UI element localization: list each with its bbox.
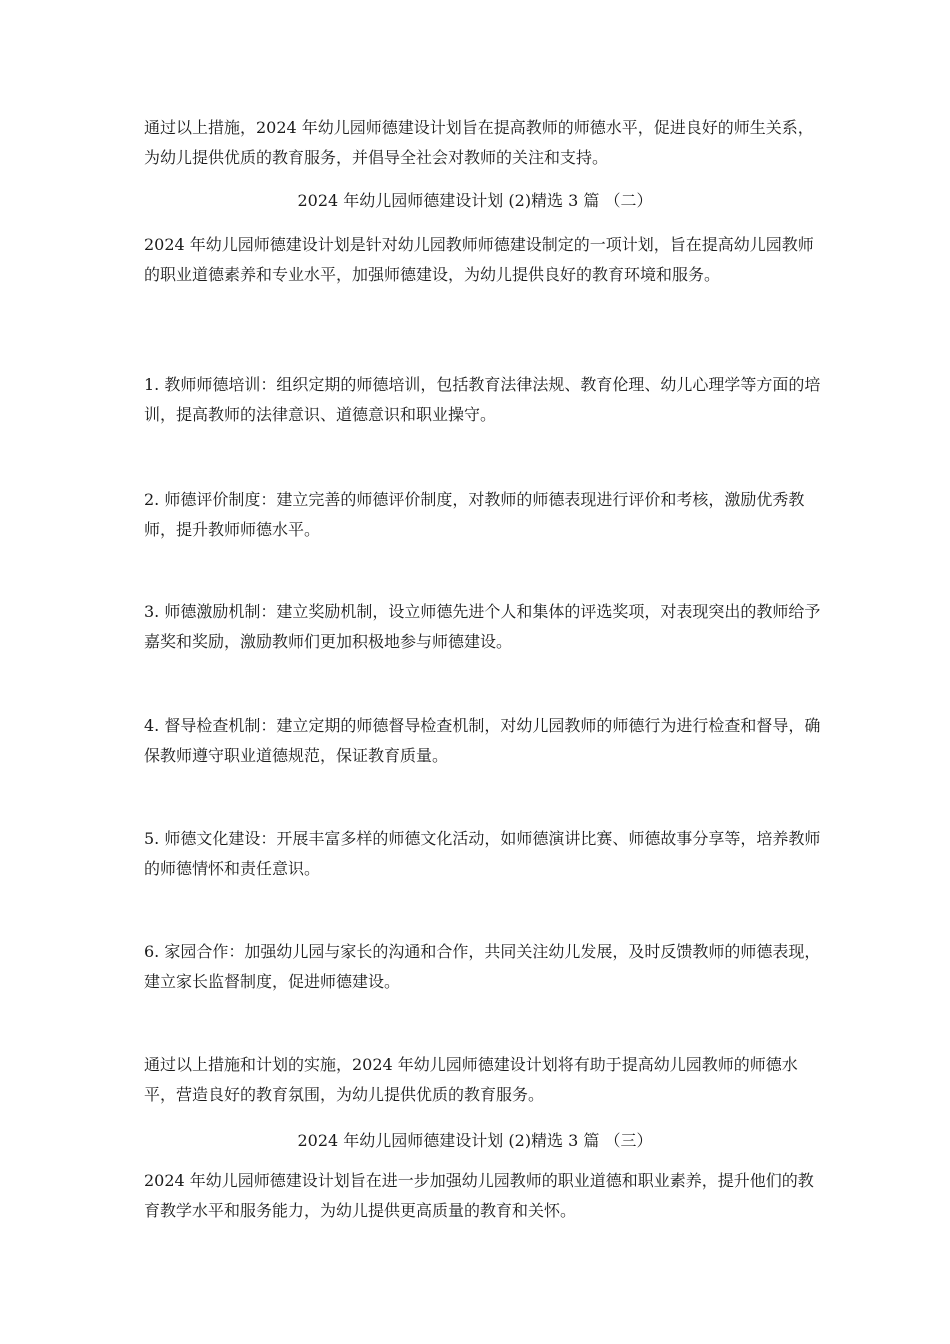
list-item: 4. 督导检查机制：建立定期的师德督导检查机制，对幼儿园教师的师德行为进行检查和督导，确保教师遵守职业道德规范，保证教育质量。 bbox=[144, 716, 821, 765]
list-item: 6. 家园合作：加强幼儿园与家长的沟通和合作，共同关注幼儿发展，及时反馈教师的师德表现，建立家长监督制度，促进师德建设。 bbox=[144, 942, 821, 991]
section-heading-3: 2024 年幼儿园师德建设计划 (2)精选 3 篇 （三） bbox=[297, 1131, 653, 1150]
list-item: 2. 师德评价制度：建立完善的师德评价制度，对教师的师德表现进行评价和考核，激励优秀教师，提升教师师德水平。 bbox=[144, 490, 805, 539]
paragraph-intro-closing: 通过以上措施，2024 年幼儿园师德建设计划旨在提高教师的师德水平，促进良好的师生关系，为幼儿提供优质的教育服务，并倡导全社会对教师的关注和支持。 bbox=[144, 118, 814, 167]
section-heading-2: 2024 年幼儿园师德建设计划 (2)精选 3 篇 （二） bbox=[297, 191, 653, 210]
list-item: 3. 师德激励机制：建立奖励机制，设立师德先进个人和集体的评选奖项，对表现突出的教师给予嘉奖和奖励，激励教师们更加积极地参与师德建设。 bbox=[144, 602, 821, 651]
list-item: 1. 教师师德培训：组织定期的师德培训，包括教育法律法规、教育伦理、幼儿心理学等方面的培训，提高教师的法律意识、道德意识和职业操守。 bbox=[144, 375, 821, 424]
paragraph-section2-closing: 通过以上措施和计划的实施，2024 年幼儿园师德建设计划将有助于提高幼儿园教师的师德水平，营造良好的教育氛围，为幼儿提供优质的教育服务。 bbox=[144, 1055, 798, 1104]
list-item: 5. 师德文化建设：开展丰富多样的师德文化活动，如师德演讲比赛、师德故事分享等，培养教师的师德情怀和责任意识。 bbox=[144, 829, 821, 878]
paragraph-section3-intro: 2024 年幼儿园师德建设计划旨在进一步加强幼儿园教师的职业道德和职业素养，提升他们的教育教学水平和服务能力，为幼儿提供更高质量的教育和关怀。 bbox=[144, 1171, 814, 1220]
paragraph-section2-intro: 2024 年幼儿园师德建设计划是针对幼儿园教师师德建设制定的一项计划，旨在提高幼儿园教师的职业道德素养和专业水平，加强师德建设，为幼儿提供良好的教育环境和服务。 bbox=[144, 235, 814, 284]
